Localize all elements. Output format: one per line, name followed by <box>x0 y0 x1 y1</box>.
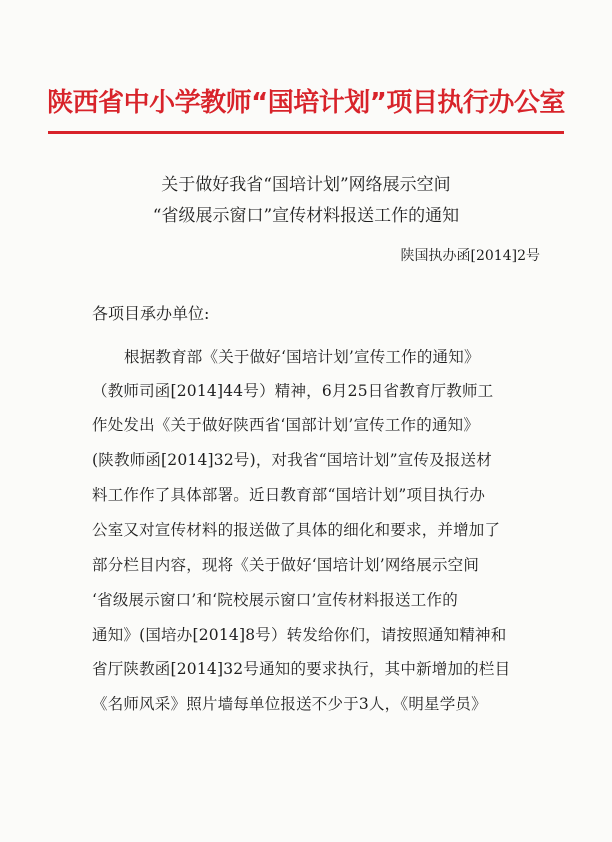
body-line: 作处发出《关于做好陕西省‘国部计划’宣传工作的通知》 <box>92 416 480 434</box>
body-line: 料工作作了具体部署。近日教育部“国培计划”项目执行办 <box>92 486 486 504</box>
org-header-title: 陕西省中小学教师“国培计划”项目执行办公室 <box>47 88 565 118</box>
body-line: ‘省级展示窗口’和‘院校展示窗口’宣传材料报送工作的 <box>92 591 458 609</box>
document-number: 陕国执办函[2014]2号 <box>400 248 540 264</box>
body-line: 《名师风采》照片墙每单位报送不少于3人，《明星学员》 <box>92 695 487 713</box>
salutation: 各项目承办单位: <box>92 304 210 323</box>
header-red-rule <box>48 131 564 134</box>
body-line: 省厅陕教函[2014]32号通知的要求执行，其中新增加的栏目 <box>92 660 511 678</box>
document-title-line-1: 关于做好我省“国培计划”网络展示空间 <box>161 175 451 195</box>
document-title-line-2: “省级展示窗口”宣传材料报送工作的通知 <box>152 206 460 226</box>
body-line: 部分栏目内容，现将《关于做好‘国培计划’网络展示空间 <box>92 556 480 574</box>
body-line: (陕教师函[2014]32号)，对我省“国培计划”宣传及报送材 <box>92 451 492 469</box>
body-line: 通知》(国培办[2014]8号）转发给你们，请按照通知精神和 <box>92 626 507 644</box>
body-line: （教师司函[2014]44号）精神，6月25日省教育厅教师工 <box>92 382 494 400</box>
body-line: 根据教育部《关于做好‘国培计划’宣传工作的通知》 <box>124 348 480 366</box>
body-line: 公室又对宣传材料的报送做了具体的细化和要求，并增加了 <box>92 521 501 539</box>
